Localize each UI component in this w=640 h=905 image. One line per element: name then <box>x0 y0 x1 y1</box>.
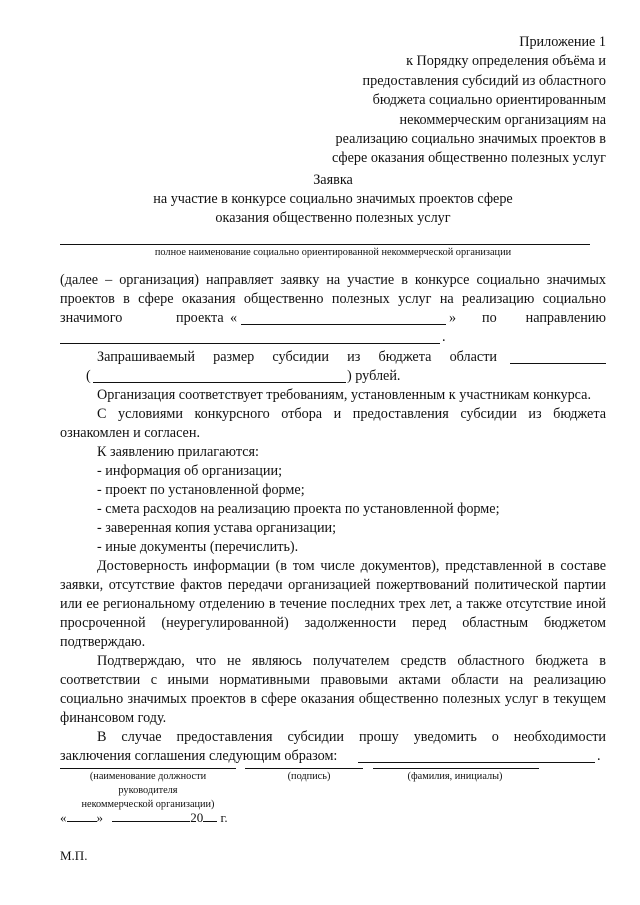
subsidy-words-line <box>60 367 606 386</box>
direction-line <box>60 328 606 347</box>
name-field[interactable] <box>373 768 539 769</box>
title-heading: Заявка <box>313 172 353 188</box>
subsidy-words-field[interactable] <box>93 368 346 383</box>
attachment-item: - проект по установленной форме; <box>97 482 305 498</box>
appendix-header <box>296 33 606 169</box>
month-field[interactable] <box>112 810 190 822</box>
appendix-line: реализацию социально значимых проектов в <box>335 131 606 148</box>
body-line: (далее – организация) направляет заявку на участие в конкурсе социально значимых <box>60 272 606 288</box>
attachment-item: - иные документы (перечислить). <box>97 539 299 555</box>
quote-open: « <box>230 310 238 326</box>
position-field[interactable] <box>60 768 236 769</box>
quote-close: » <box>449 310 457 326</box>
caption-line: некоммерческой организации) <box>81 799 215 810</box>
appendix-line: к Порядку определения объёма и <box>406 53 606 70</box>
body-word: проекта <box>176 310 224 326</box>
project-line <box>60 309 606 328</box>
notification-method-field[interactable] <box>358 748 595 763</box>
day-field[interactable] <box>67 810 97 822</box>
appendix-line: Приложение 1 <box>519 34 606 50</box>
subsidy-amount-field[interactable] <box>510 349 606 364</box>
direction-field[interactable] <box>60 329 440 344</box>
notification-line <box>60 747 606 766</box>
year-prefix: 20 <box>190 810 204 825</box>
body-paragraph: Организация соответствует требованиям, установленным к участникам конкурса. <box>97 387 591 403</box>
attachment-item: - смета расходов на реализацию проекта по установленной форме; <box>97 501 500 517</box>
subsidy-amount-line <box>60 348 606 367</box>
body-paragraph: Достоверность информации (в том числе документов), представленной в составе заявки, отсутствие фактов передачи организацией пожертвований политической партии или ее региональному отделению в течение последних трех лет, а также отсутствие иной просроченной (неурегулированной) задолженности перед областным бюджетом подтверждаю. <box>60 558 606 650</box>
document-title <box>60 171 606 228</box>
position-caption <box>60 770 236 812</box>
quote-close: » <box>96 810 103 825</box>
body-line: проектов в сфере оказания общественно полезных услуг на реализацию социально <box>60 291 606 307</box>
date-line <box>60 808 228 827</box>
year-suffix: г. <box>220 810 228 825</box>
body-paragraph: К заявлению прилагаются: <box>97 444 259 460</box>
body-text: заключения соглашения следующим образом: <box>60 748 338 764</box>
body-paragraph: Подтверждаю, что не являюсь получателем средств областного бюджета в соответствии с иными нормативными правовыми актами области на реализацию социально значимых проектов в сфере оказания общественно полезных услуг в текущем финансовом году. <box>60 653 606 726</box>
body-word: значимого <box>60 310 123 326</box>
title-line: оказания общественно полезных услуг <box>215 210 451 226</box>
caption-line: (наименование должности руководителя <box>89 771 207 796</box>
title-line: на участие в конкурсе социально значимых проектов сфере <box>153 191 513 207</box>
body-word: направлению <box>525 310 606 326</box>
year-field[interactable] <box>203 810 217 822</box>
organization-name-caption: полное наименование социально ориентированной некоммерческой организации <box>154 247 512 258</box>
application-body <box>60 271 606 766</box>
stamp-place: М.П. <box>60 848 88 863</box>
signature-block <box>60 768 606 808</box>
signature-caption: (подпись) <box>287 771 331 782</box>
appendix-line: предоставления субсидий из областного <box>362 72 606 89</box>
paren-open: ( <box>86 368 91 384</box>
organization-name-field[interactable] <box>60 244 590 245</box>
project-name-field[interactable] <box>241 310 446 325</box>
period: . <box>597 748 601 764</box>
body-text: Запрашиваемый размер субсидии из бюджета области <box>97 349 497 365</box>
attachment-item: - информация об организации; <box>97 463 283 479</box>
body-paragraph: С условиями конкурсного отбора и предоставления субсидии из бюджета ознакомлен и согласен. <box>60 406 606 441</box>
name-caption: (фамилия, инициалы) <box>407 771 503 782</box>
body-text: ) рублей. <box>347 368 401 384</box>
appendix-line: бюджета социально ориентированным <box>372 92 606 109</box>
appendix-line: сфере оказания общественно полезных услуг <box>331 150 606 167</box>
body-line: В случае предоставления субсидии прошу уведомить о необходимости <box>97 729 606 745</box>
quote-open: « <box>60 810 67 825</box>
period: . <box>442 329 446 345</box>
attachment-item: - заверенная копия устава организации; <box>97 520 337 536</box>
body-word: по <box>482 310 497 326</box>
appendix-line: некоммерческим организациям на <box>399 111 606 128</box>
signature-field[interactable] <box>245 768 363 769</box>
